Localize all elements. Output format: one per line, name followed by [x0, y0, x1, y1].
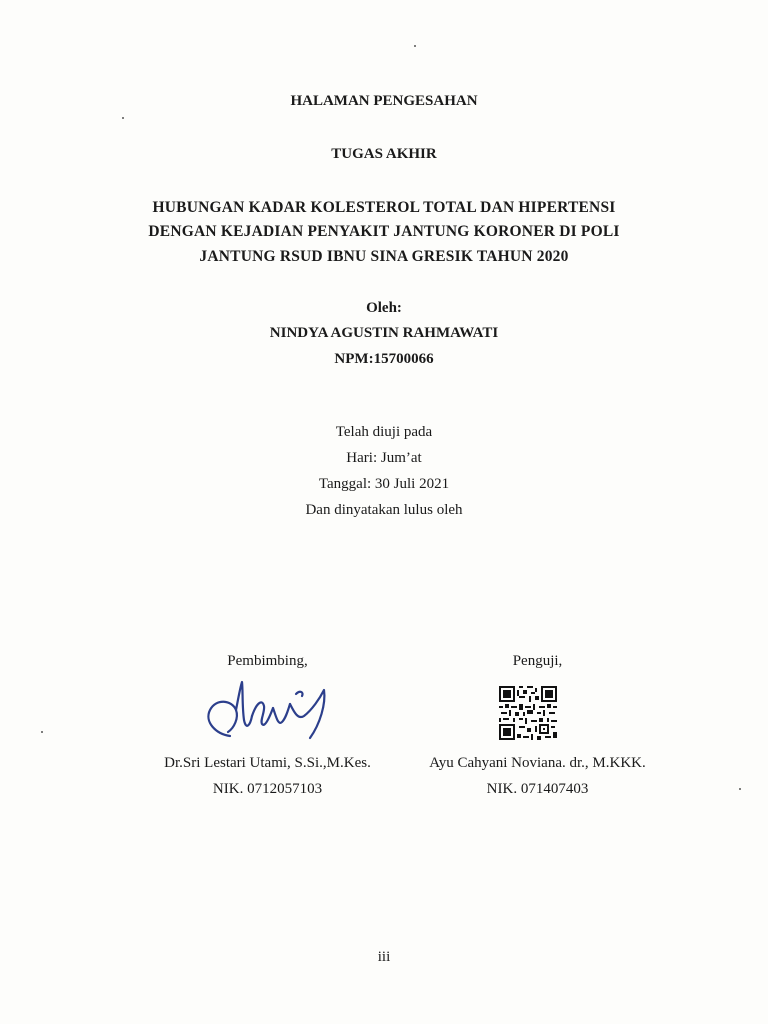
page-heading: HALAMAN PENGESAHAN	[290, 93, 478, 109]
document-type: TUGAS AKHIR	[331, 146, 437, 162]
scan-speck	[122, 117, 124, 119]
author-npm: NPM:15700066	[334, 351, 434, 367]
page-number: iii	[377, 949, 391, 965]
supervisor-nik: NIK. 0712057103	[212, 781, 323, 797]
scan-speck	[414, 45, 416, 47]
author-name: NINDYA AGUSTIN RAHMAWATI	[269, 325, 499, 341]
thesis-title-line: JANTUNG RSUD IBNU SINA GRESIK TAHUN 2020	[199, 248, 569, 265]
exam-result: Dan dinyatakan lulus oleh	[305, 502, 463, 518]
examiner-nik: NIK. 071407403	[486, 781, 589, 797]
thesis-title-line: DENGAN KEJADIAN PENYAKIT JANTUNG KORONER DI POLI	[148, 223, 620, 240]
author-label: Oleh:	[366, 300, 402, 316]
qr-code-icon	[499, 686, 557, 740]
supervisor-role: Pembimbing,	[227, 653, 308, 669]
exam-day: Hari: Jum’at	[346, 450, 422, 466]
examiner-role: Penguji,	[512, 653, 563, 669]
exam-line: Telah diuji pada	[335, 424, 433, 440]
examiner-name: Ayu Cahyani Noviana. dr., M.KKK.	[429, 755, 646, 771]
scan-speck	[41, 731, 43, 733]
thesis-title-line: HUBUNGAN KADAR KOLESTEROL TOTAL DAN HIPERTENSI	[152, 199, 616, 216]
supervisor-name: Dr.Sri Lestari Utami, S.Si.,M.Kes.	[164, 755, 371, 771]
scan-speck	[739, 788, 741, 790]
supervisor-signature	[198, 676, 338, 746]
exam-date: Tanggal: 30 Juli 2021	[318, 476, 450, 492]
